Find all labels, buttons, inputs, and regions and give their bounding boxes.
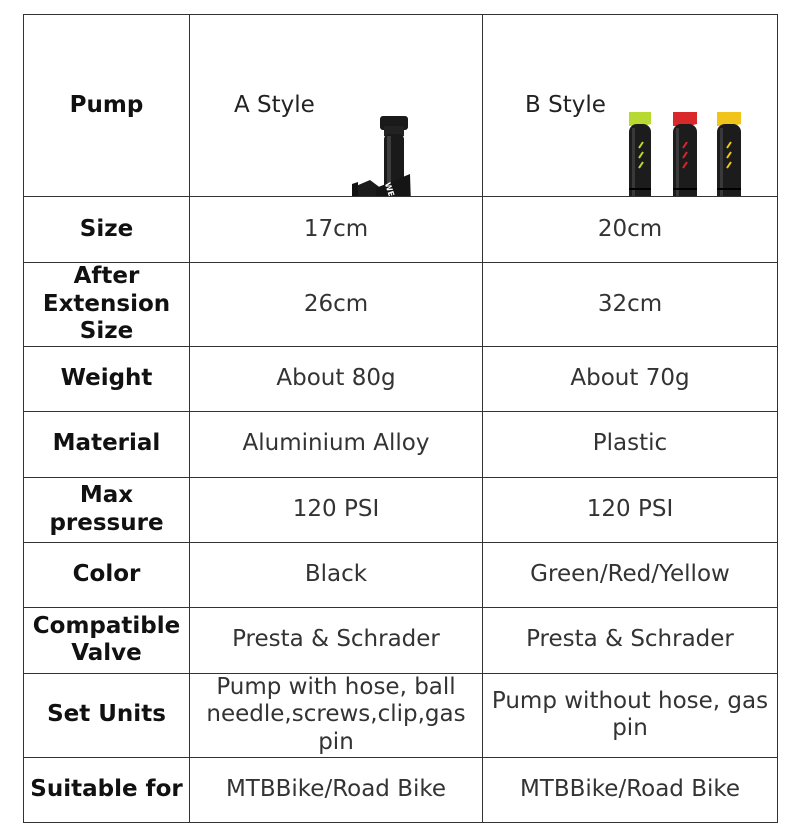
table-row — [24, 346, 778, 411]
row-label: Weight — [24, 346, 190, 411]
a-style-label: A Style — [234, 91, 315, 118]
row-label: Suitable for — [24, 757, 190, 822]
three-pumps-green-red-yellow-icon — [613, 108, 773, 197]
a-value: MTBBike/Road Bike — [190, 757, 483, 822]
b-value: Pump without hose, gas pin — [483, 673, 778, 757]
table-row — [24, 263, 778, 347]
yellow-pump-icon — [717, 112, 741, 197]
b-value: Green/Red/Yellow — [483, 542, 778, 607]
row-label: Max pressure — [24, 477, 190, 542]
b-style-cell — [483, 15, 778, 197]
table-row — [24, 673, 778, 757]
table-row — [24, 477, 778, 542]
b-value: Presta & Schrader — [483, 607, 778, 673]
a-value: About 80g — [190, 346, 483, 411]
green-pump-icon — [629, 112, 651, 197]
row-label: Size — [24, 197, 190, 263]
a-value: Aluminium Alloy — [190, 411, 483, 477]
a-value: 17cm — [190, 197, 483, 263]
header-row — [24, 15, 778, 197]
table-row — [24, 607, 778, 673]
a-value: Pump with hose, ball needle,screws,clip,gas pin — [190, 673, 483, 757]
b-value: MTBBike/Road Bike — [483, 757, 778, 822]
b-value: About 70g — [483, 346, 778, 411]
b-value: 20cm — [483, 197, 778, 263]
a-value: Black — [190, 542, 483, 607]
table-row — [24, 411, 778, 477]
b-value: 32cm — [483, 263, 778, 347]
a-value: 26cm — [190, 263, 483, 347]
black-mini-pump-with-bracket-icon — [350, 112, 430, 241]
svg-text:WEST BIKING: WEST BIKING — [382, 180, 410, 241]
b-style-label: B Style — [525, 91, 606, 118]
b-value: 120 PSI — [483, 477, 778, 542]
row-label: After Extension Size — [24, 263, 190, 347]
spec-table — [23, 14, 778, 823]
row-label: Set Units — [24, 673, 190, 757]
header-label: Pump — [24, 15, 190, 197]
row-label: Compatible Valve — [24, 607, 190, 673]
a-value: 120 PSI — [190, 477, 483, 542]
b-value: Plastic — [483, 411, 778, 477]
table-row — [24, 757, 778, 822]
a-value: Presta & Schrader — [190, 607, 483, 673]
row-label: Color — [24, 542, 190, 607]
row-label: Material — [24, 411, 190, 477]
table-row — [24, 542, 778, 607]
red-pump-icon — [673, 112, 697, 197]
table-row — [24, 197, 778, 263]
